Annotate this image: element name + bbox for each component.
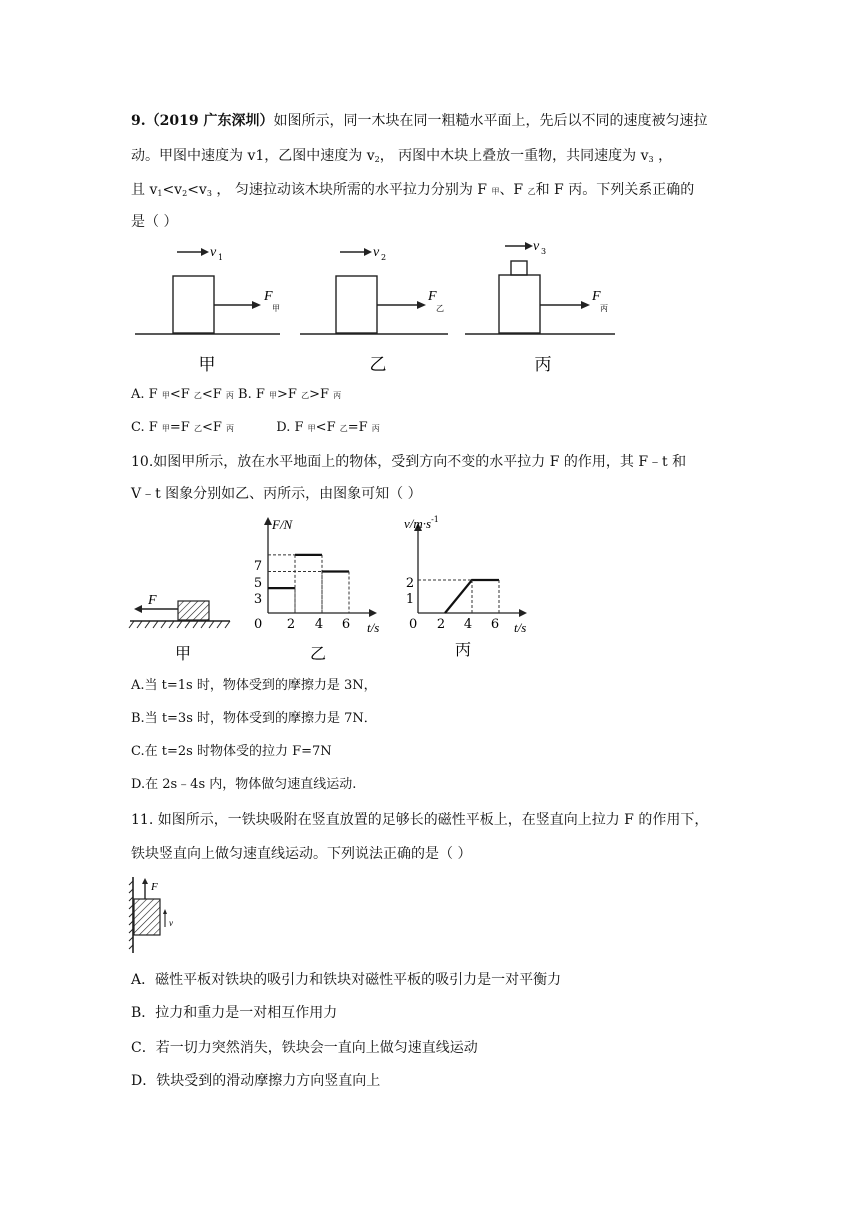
q9-opt-c-sub3: 丙 — [226, 424, 234, 433]
ground-hatching — [129, 621, 230, 628]
q11-v-label: v — [169, 918, 173, 928]
q11-option-d: D．铁块受到的滑动摩擦力方向竖直向上 — [131, 1073, 381, 1089]
q9-line4-text: 是（ ） — [131, 214, 178, 230]
q9-line3 — [131, 180, 694, 204]
f-t-chart — [254, 517, 379, 663]
q10-f-label: F — [148, 593, 157, 608]
f-arrowhead-yi — [417, 301, 426, 309]
q9-line3-sub-yi: 乙 — [527, 187, 536, 196]
q10-caption-jia: 甲 — [174, 644, 192, 663]
weight-on-block — [511, 261, 527, 275]
q9-number: 9. — [131, 113, 146, 129]
q9-line3a: 且 v — [131, 182, 158, 198]
q10-option-c: C.在 t=2s 时物体受的拉力 F=7N — [131, 744, 332, 759]
q9-sub-3: 3 — [206, 189, 212, 198]
caption-yi: 乙 — [369, 355, 387, 375]
v-chart-ylabel-sup: -1 — [431, 515, 439, 524]
q11-option-a: A．磁性平板对铁块的吸引力和铁块对磁性平板的吸引力是一对平衡力 — [131, 972, 562, 988]
block-jia — [173, 276, 214, 333]
q9-line3f: 和 F 丙。下列关系正确的 — [535, 182, 695, 198]
q9-line3d: ， 匀速拉动该木块所需的水平拉力分别为 F — [211, 182, 492, 198]
v-chart-ytick-2: 2 — [405, 576, 415, 591]
q9-line3e: 、F — [499, 182, 528, 198]
v2-sub: 2 — [381, 253, 387, 262]
f-label-yi: F — [428, 289, 437, 304]
block-bing — [499, 275, 540, 333]
q9-line3-sub-jia: 甲 — [491, 187, 500, 196]
q9-opt-a-3: <F — [201, 387, 226, 402]
v3-label: v — [533, 239, 540, 254]
hatched-block — [178, 601, 209, 620]
f-chart-y-arrowhead — [264, 517, 272, 525]
f-sub-jia: 甲 — [272, 304, 280, 313]
q9-sub-2: 2 — [182, 189, 188, 198]
q9-line2c: ， — [653, 148, 673, 164]
q9-opt-b-sub2: 乙 — [301, 391, 310, 400]
q9-panel-jia — [135, 245, 280, 375]
f-chart-ytick-3: 3 — [253, 592, 263, 607]
q9-opt-d-2: <F — [315, 420, 340, 435]
q9-line3b: <v — [162, 182, 183, 198]
v-t-chart — [404, 515, 527, 659]
q9-v3-sub: 3 — [648, 155, 654, 164]
q9-opt-b-2: >F — [277, 387, 302, 402]
q11-line1: 11. 如图所示，一铁块吸附在竖直放置的足够长的磁性平板上，在竖直向上拉力 F 的作用下， — [131, 812, 709, 828]
q10-option-d: D.在 2s﹣4s 内，物体做匀速直线运动. — [131, 777, 357, 792]
v2-label: v — [373, 245, 380, 260]
f-label-jia: F — [264, 289, 273, 304]
v1-label: v — [210, 245, 217, 260]
v3-arrowhead — [525, 242, 533, 250]
q9-line1-text: 如图所示，同一木块在同一粗糙水平面上，先后以不同的速度被匀速拉 — [273, 113, 708, 129]
velocity-arrowhead — [163, 909, 167, 914]
q9-opt-c-3: <F — [201, 420, 226, 435]
f-sub-yi: 乙 — [436, 304, 444, 313]
q9-opt-d-sub3: 丙 — [371, 424, 380, 433]
q10-figure — [128, 515, 538, 665]
f-arrowhead-bing — [581, 301, 590, 309]
q9-panel-bing — [465, 239, 615, 375]
f-label-bing: F — [592, 289, 601, 304]
q9-opt-b-3: >F — [309, 387, 334, 402]
q9-opt-c-sub2: 乙 — [193, 424, 202, 433]
caption-bing: 丙 — [534, 355, 552, 375]
q9-opt-a-sub1: 甲 — [161, 391, 170, 400]
block-yi — [336, 276, 377, 333]
q9-line3c: <v — [187, 182, 207, 198]
q11-line2: 铁块竖直向上做匀速直线运动。下列说法正确的是（ ） — [131, 846, 472, 862]
q9-opt-a-1: A. F — [131, 387, 162, 402]
f-arrowhead-jia — [252, 301, 261, 309]
q9-opt-a-sub2: 乙 — [193, 391, 202, 400]
v3-sub: 3 — [541, 247, 547, 256]
q9-line2 — [131, 146, 672, 170]
q11-option-b: B．拉力和重力是一对相互作用力 — [131, 1005, 338, 1021]
q9-opt-a-sub3: 丙 — [225, 391, 234, 400]
q9-opt-d-1: D. F — [276, 420, 308, 435]
caption-jia: 甲 — [198, 355, 216, 375]
f-chart-x-arrowhead — [369, 609, 377, 617]
q9-opt-c-1: C. F — [131, 420, 162, 435]
q10-line2: V﹣t 图象分别如乙、丙所示，由图象可知（ ） — [131, 486, 422, 502]
q9-opt-c-sub1: 甲 — [161, 424, 170, 433]
q9-opt-d-3: =F — [347, 420, 372, 435]
q10-line1: 10.如图甲所示，放在水平地面上的物体，受到方向不变的水平拉力 F 的作用，其 F﹣t 和 — [131, 454, 687, 470]
q9-opt-d-sub1: 甲 — [307, 424, 316, 433]
v1-arrowhead — [201, 248, 209, 256]
q9-sub-1: 1 — [157, 189, 163, 198]
q11-figure — [128, 875, 188, 955]
q9-options-cd — [131, 418, 380, 439]
q9-options-ab — [131, 385, 341, 406]
q10-option-a: A.当 t=1s 时，物体受到的摩擦力是 3N， — [131, 678, 377, 693]
iron-block — [134, 899, 160, 935]
q9-line1 — [131, 111, 707, 131]
f-chart-xlabel: t/s — [367, 620, 380, 635]
q10-panel-jia — [129, 593, 230, 663]
q10-option-b: B.当 t=3s 时，物体受到的摩擦力是 7N． — [131, 711, 377, 726]
q9-opt-d-sub2: 乙 — [339, 424, 348, 433]
f-sub-bing: 丙 — [600, 304, 608, 313]
v-chart-xtick-2: 2 — [436, 617, 446, 632]
q9-line2b: ， 丙图中木块上叠放一重物，共同速度为 v — [379, 148, 649, 164]
q9-opt-a-2: <F — [169, 387, 194, 402]
v1-sub: 1 — [218, 253, 224, 262]
q9-v2-sub: 2 — [374, 155, 380, 164]
q9-line2a: 动。甲图中速度为 v1，乙图中速度为 v — [131, 148, 375, 164]
q9-panel-yi — [300, 245, 448, 375]
v-chart-origin: 0 — [409, 617, 418, 632]
pull-force-arrowhead — [142, 878, 148, 884]
f-chart-ytick-7: 7 — [253, 559, 263, 574]
q10-caption-bing: 丙 — [454, 640, 472, 659]
f-chart-ylabel: F/N — [272, 517, 293, 532]
v-chart-xtick-6: 6 — [490, 617, 500, 632]
f-chart-xtick-4: 4 — [314, 617, 324, 632]
f-chart-xtick-2: 2 — [286, 617, 296, 632]
q9-opt-b-sub1: 甲 — [269, 391, 278, 400]
q9-opt-b-sub3: 丙 — [333, 391, 342, 400]
v-chart-ylabel — [404, 515, 439, 531]
q11-f-label: F — [151, 881, 158, 893]
v-chart-x-arrowhead — [519, 609, 527, 617]
f-chart-ytick-5: 5 — [253, 576, 263, 591]
q10-caption-yi: 乙 — [309, 644, 327, 663]
q9-source: （2019 广东深圳） — [145, 113, 274, 129]
v-chart-ylabel-text: v/m·s — [404, 516, 432, 531]
q10-f-arrowhead — [134, 605, 142, 613]
f-chart-origin: 0 — [254, 617, 263, 632]
v2-arrowhead — [364, 248, 372, 256]
v-chart-ytick-1: 1 — [405, 592, 415, 607]
q9-line4 — [131, 212, 177, 232]
q9-opt-b-1: B. F — [233, 387, 270, 402]
q11-option-c: C．若一切力突然消失，铁块会一直向上做匀速直线运动 — [131, 1040, 478, 1056]
q9-opt-c-2: =F — [169, 420, 194, 435]
v-chart-xtick-4: 4 — [463, 617, 473, 632]
v-chart-xlabel: t/s — [514, 620, 527, 635]
f-chart-xtick-6: 6 — [341, 617, 351, 632]
q9-figure — [130, 240, 630, 380]
